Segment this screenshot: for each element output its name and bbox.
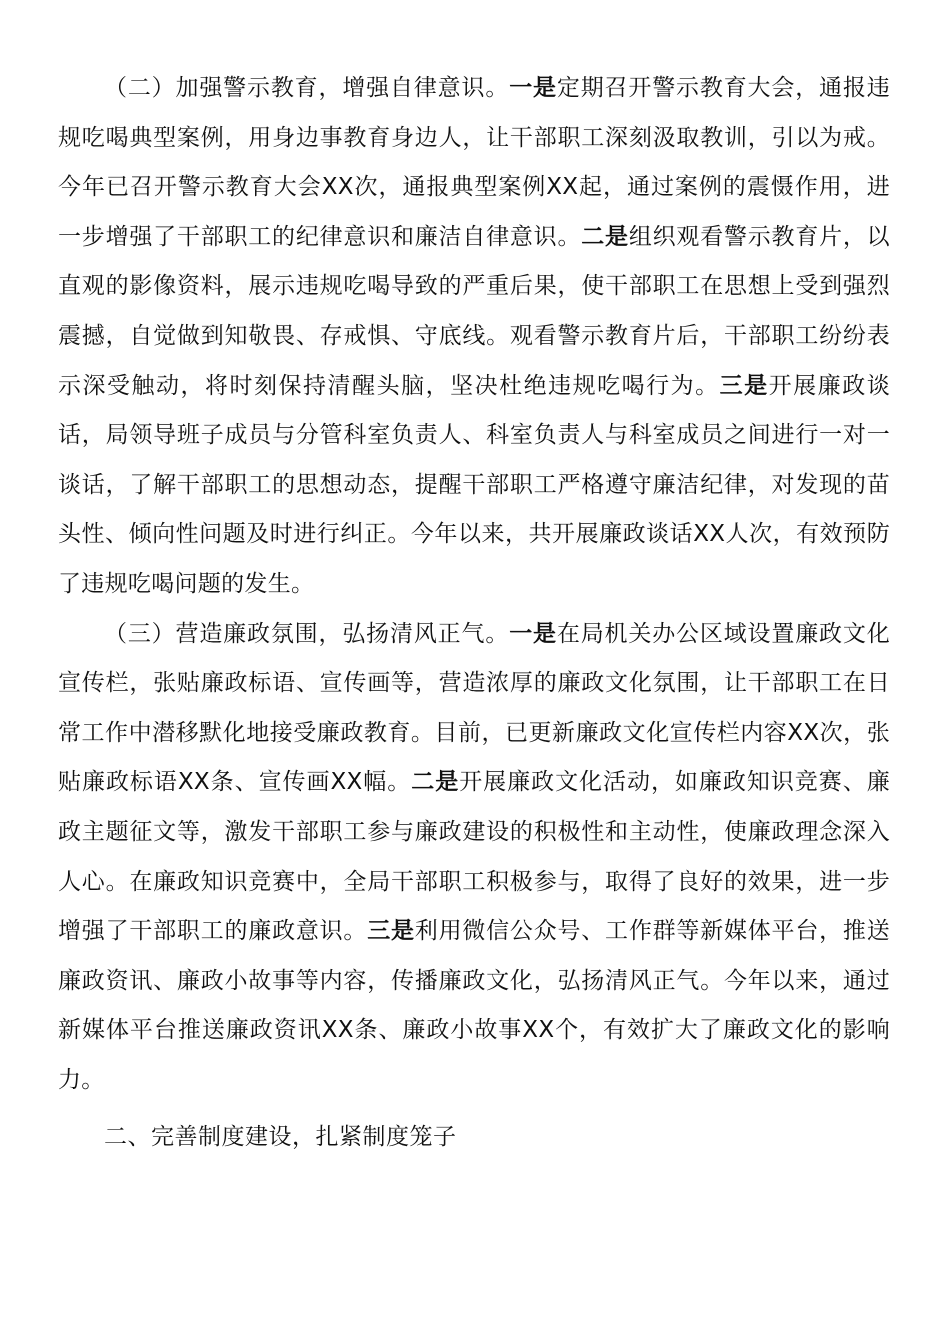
- section-heading: 二、完善制度建设，扎紧制度笼子: [104, 1124, 457, 1151]
- paragraph-warning-education: [58, 64, 890, 610]
- document-page: [58, 64, 890, 1163]
- paragraph-text: 利用微信公众号、工作群等新媒体平台，推送廉政资讯、廉政小故事等内容，传播廉政文化，弘扬清风正气。今年以来，通过新媒体平台推送廉政资讯XX条、廉政小故事XX个，有效扩大了廉政文化的影响力。: [58, 918, 890, 1093]
- bold-marker-first: 一是: [509, 75, 557, 101]
- paragraph-text: 定期召开警示教育大会，通报违规吃喝典型案例，用身边事教育身边人，让干部职工深刻汲取教训，引以为戒。今年已召开警示教育大会XX次，通报典型案例XX起，通过案例的震慑作用，进一步增强了干部职工的纪律意识和廉洁自律意识。: [58, 75, 890, 250]
- paragraph-text: 开展廉政谈话，局领导班子成员与分管科室负责人、科室负责人与科室成员之间进行一对一谈话，了解干部职工的思想动态，提醒干部职工严格遵守廉洁纪律，对发现的苗头性、倾向性问题及时进行纠正。今年以来，共开展廉政谈话XX人次，有效预防了违规吃喝问题的发生。: [58, 372, 890, 597]
- bold-marker-first: 一是: [509, 620, 557, 647]
- bold-marker-second: 二是: [581, 223, 629, 250]
- paragraph-text: （三）营造廉政氛围，弘扬清风正气。: [104, 620, 510, 647]
- bold-marker-third: 三是: [719, 372, 769, 399]
- paragraph-text: （二）加强警示教育，增强自律意识。: [104, 75, 510, 101]
- bold-marker-third: 三是: [367, 918, 415, 945]
- paragraph-integrity-atmosphere: [58, 610, 890, 1106]
- paragraph-text: 组织观看警示教育片，以直观的影像资料，展示违规吃喝导致的严重后果，使干部职工在思想上受到强烈震撼，自觉做到知敬畏、存戒惧、守底线。观看警示教育片后，干部职工纷纷表示深受触动，将时刻保持清醒头脑，坚决杜绝违规吃喝行为。: [58, 223, 890, 399]
- paragraph-text: 在局机关办公区域设置廉政文化宣传栏，张贴廉政标语、宣传画等，营造浓厚的廉政文化氛围，让干部职工在日常工作中潜移默化地接受廉政教育。目前，已更新廉政文化宣传栏内容XX次，张贴廉政标语XX条、宣传画XX幅。: [58, 620, 890, 796]
- paragraph-text: 开展廉政文化活动，如廉政知识竞赛、廉政主题征文等，激发干部职工参与廉政建设的积极性和主动性，使廉政理念深入人心。在廉政知识竞赛中，全局干部职工积极参与，取得了良好的效果，进一步增强了干部职工的廉政意识。: [58, 769, 891, 945]
- bold-marker-second: 二是: [411, 769, 460, 796]
